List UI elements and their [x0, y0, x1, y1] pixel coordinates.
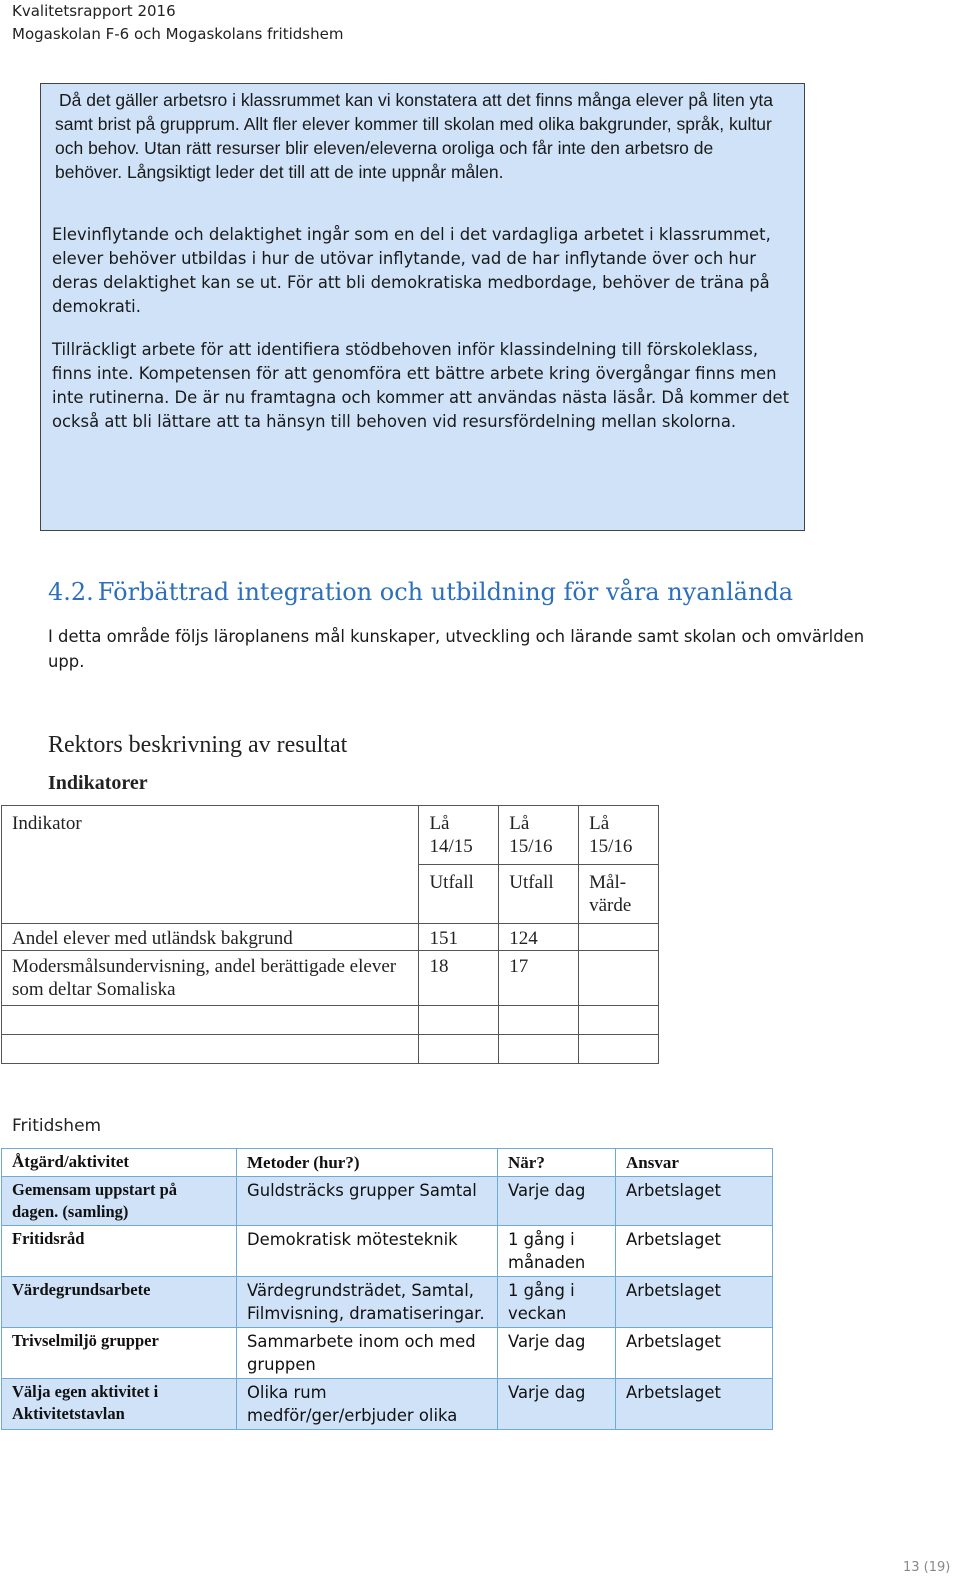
indicator-value	[579, 951, 659, 1006]
activity-action: Välja egen aktivitet i Aktivitetstavlan	[2, 1379, 237, 1430]
activity-responsible: Arbetslaget	[616, 1328, 773, 1379]
activity-action: Värdegrundsarbete	[2, 1277, 237, 1328]
analysis-box	[40, 83, 805, 531]
activity-action: Gemensam uppstart på dagen. (samling)	[2, 1177, 237, 1226]
section-heading	[48, 578, 793, 606]
action-col-header: Åtgärd/aktivitet	[2, 1149, 237, 1177]
fritidshem-label: Fritidshem	[12, 1116, 102, 1136]
table-row	[2, 1379, 773, 1430]
table-row	[2, 924, 659, 951]
activity-when: Varje dag	[498, 1328, 616, 1379]
activity-header-row	[2, 1149, 773, 1177]
indicator-col-header: Indikator	[2, 806, 419, 924]
indicator-value: 17	[499, 951, 579, 1006]
analysis-paragraph-2: Elevinflytande och delaktighet ingår som en del i det vardagliga arbetet i klassrummet, elever behöver utbildas i hur de utövar inflytande, vad de har inflytande över och hur deras delaktighet kan se ut. För att bli demokratiska medbordage, behöver de träna på demokrati.	[52, 225, 771, 316]
activity-responsible: Arbetslaget	[616, 1226, 773, 1277]
indicator-value: 18	[419, 951, 499, 1006]
page-number: 13 (19)	[903, 1560, 951, 1575]
table-row	[2, 1006, 659, 1035]
indicator-table	[1, 805, 659, 1064]
section-intro: I detta område följs läroplanens mål kunskaper, utveckling och lärande samt skolan och omvärlden upp.	[48, 627, 865, 671]
table-row	[2, 1035, 659, 1064]
activity-when: 1 gång i veckan	[498, 1277, 616, 1328]
activity-method: Olika rum medför/ger/erbjuder olika	[237, 1379, 498, 1430]
activity-method: Sammarbete inom och med gruppen	[237, 1328, 498, 1379]
indicator-value: 151	[419, 924, 499, 951]
target-value-label: Mål-värde	[579, 865, 659, 924]
activity-when: 1 gång i månaden	[498, 1226, 616, 1277]
activity-responsible: Arbetslaget	[616, 1379, 773, 1430]
method-col-header: Metoder (hur?)	[237, 1149, 498, 1177]
activity-when: Varje dag	[498, 1379, 616, 1430]
indicator-value	[499, 1035, 579, 1064]
indicator-header-row	[2, 806, 659, 865]
analysis-paragraph-1: Då det gäller arbetsro i klassrummet kan vi konstatera att det finns många elever på liten yta samt brist på grupprum. Allt fler elever kommer till skolan med olika bakgrunder, språk, kultur och behov. Utan rätt resurser blir eleven/eleverna oroliga och får inte den arbetsro de behöver. Långsiktigt leder det till att de inte uppnår målen.	[55, 90, 773, 182]
activity-method: Demokratisk mötesteknik	[237, 1226, 498, 1277]
section-number: 4.2.	[48, 578, 94, 606]
activity-when: Varje dag	[498, 1177, 616, 1226]
indicator-value	[419, 1006, 499, 1035]
year-1415-header: Lå 14/15	[419, 806, 499, 865]
activity-responsible: Arbetslaget	[616, 1277, 773, 1328]
activity-action: Fritidsråd	[2, 1226, 237, 1277]
table-row	[2, 951, 659, 1006]
school-name: Mogaskolan F-6 och Mogaskolans fritidshem	[12, 25, 344, 43]
outcome-1415-label: Utfall	[419, 865, 499, 924]
page-header	[12, 0, 343, 46]
activity-responsible: Arbetslaget	[616, 1177, 773, 1226]
activity-method: Värdegrundsträdet, Samtal, Filmvisning, dramatiseringar.	[237, 1277, 498, 1328]
indicator-value	[579, 1035, 659, 1064]
analysis-paragraph-3: Tillräckligt arbete för att identifiera stödbehoven inför klassindelning till förskoleklass, finns inte. Kompetensen för att genomföra ett bättre arbete kring övergångar finns men inte rutinerna. De är nu framtagna och kommer att användas nästa läsår. Då kommer det också att bli lättare att ta hänsyn till behoven vid resursfördelning mellan skolorna.	[52, 340, 790, 431]
indicator-value	[579, 924, 659, 951]
indicator-value	[579, 1006, 659, 1035]
indicator-label	[2, 1035, 419, 1064]
responsible-col-header: Ansvar	[616, 1149, 773, 1177]
activity-method: Guldsträcks grupper Samtal	[237, 1177, 498, 1226]
indicators-heading: Indikatorer	[48, 772, 148, 794]
activity-table	[1, 1148, 773, 1430]
indicator-value	[419, 1035, 499, 1064]
indicator-label	[2, 1006, 419, 1035]
report-title: Kvalitetsrapport 2016	[12, 2, 176, 20]
when-col-header: När?	[498, 1149, 616, 1177]
indicator-value: 124	[499, 924, 579, 951]
target-year-header: Lå 15/16	[579, 806, 659, 865]
results-heading: Rektors beskrivning av resultat	[48, 732, 348, 758]
section-title: Förbättrad integration och utbildning för våra nyanlända	[97, 578, 794, 606]
indicator-value	[499, 1006, 579, 1035]
indicator-label: Modersmålsundervisning, andel berättigade elever som deltar Somaliska	[2, 951, 419, 1006]
indicator-label: Andel elever med utländsk bakgrund	[2, 924, 419, 951]
year-1516-header: Lå 15/16	[499, 806, 579, 865]
table-row	[2, 1226, 773, 1277]
outcome-1516-label: Utfall	[499, 865, 579, 924]
activity-action: Trivselmiljö grupper	[2, 1328, 237, 1379]
table-row	[2, 1328, 773, 1379]
table-row	[2, 1277, 773, 1328]
table-row	[2, 1177, 773, 1226]
